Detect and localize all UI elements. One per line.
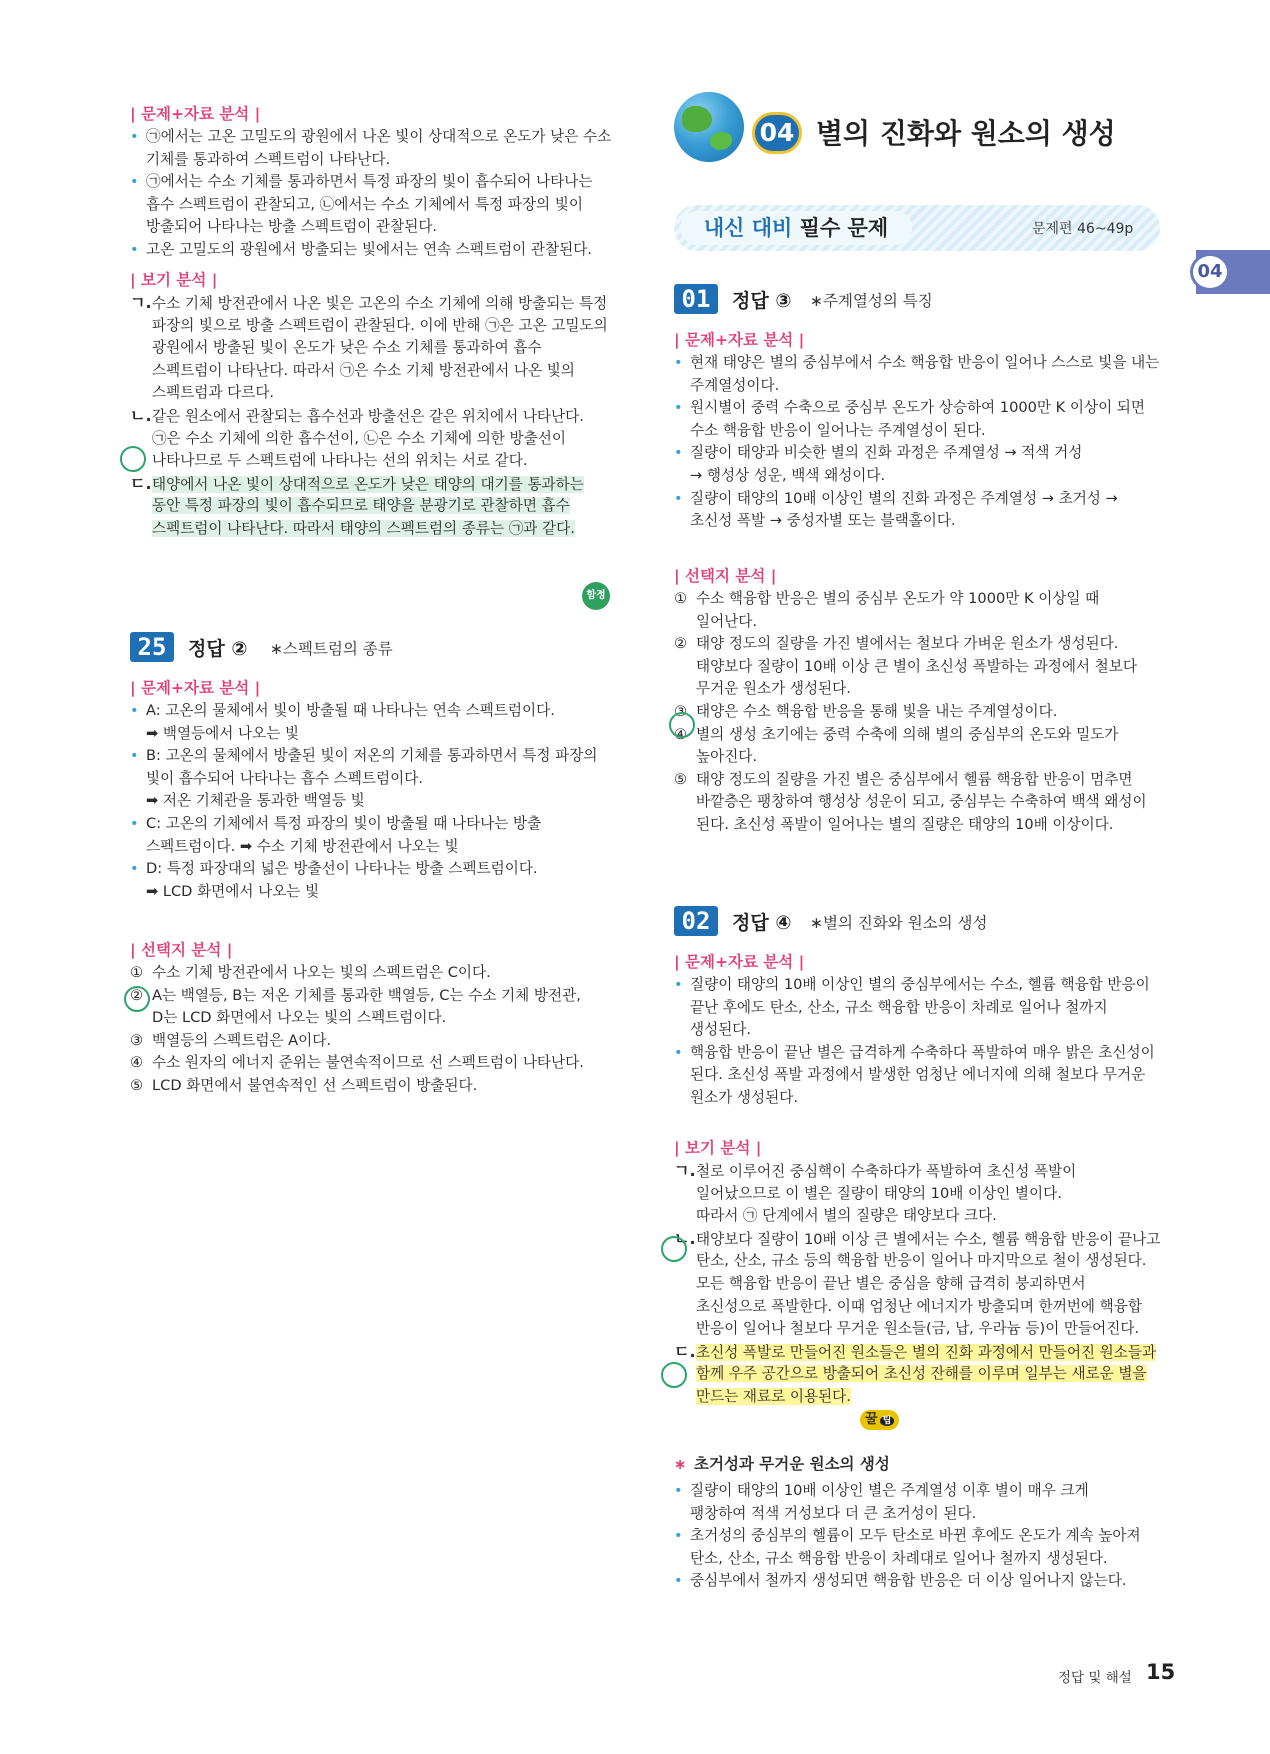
num-line <box>674 789 1147 814</box>
line-text: 모든 핵융합 반응이 끝난 별은 중심을 향해 급격히 붕괴하면서 <box>696 1275 1086 1292</box>
choice-number: ② <box>130 986 144 1004</box>
line-text: 생성된다. <box>690 1021 752 1039</box>
choice-number: ① <box>674 590 688 607</box>
line-text: 나타나므로 두 스펙트럼에 나타나는 선의 위치는 서로 같다. <box>152 452 528 470</box>
line-text: 질량이 태양과 비슷한 별의 진화 과정은 주계열성 → 적색 거성 <box>690 444 1083 462</box>
mark-line <box>674 1339 1156 1364</box>
q25-choice-heading: | 선택지 분석 | <box>130 941 233 959</box>
bullet-line <box>674 1085 798 1110</box>
bogi-mark: ㄷ. <box>130 473 152 493</box>
num-line <box>674 767 1133 792</box>
mark-line <box>130 335 542 360</box>
num-line <box>130 1028 331 1053</box>
line-text: ➡ 저온 기체관을 통과한 백열등 빛 <box>146 792 365 810</box>
bullet-line <box>674 1501 976 1526</box>
bullet-line <box>130 169 592 194</box>
bullet-line <box>130 124 611 149</box>
bullet-line <box>674 1546 1108 1571</box>
bullet-line <box>674 1568 1127 1593</box>
bullet-icon: • <box>130 241 139 258</box>
line-text: A는 백열등, B는 저온 기체를 통과한 백열등, C는 수소 기체 방전관, <box>152 986 581 1004</box>
bogi-mark: ㄱ. <box>130 293 152 312</box>
honey-tip-sub: 팁 <box>880 1416 895 1426</box>
line-text: 질량이 태양의 10배 이상인 별의 중심부에서는 수소, 헬륨 핵융합 반응이 <box>690 976 1150 993</box>
line-text: 스펙트럼이다. ➡ 수소 기체 방전관에서 나오는 빛 <box>146 837 459 855</box>
bullet-icon: • <box>674 354 683 371</box>
mark-line <box>130 403 584 428</box>
line-text: 같은 원소에서 관찰되는 흡수선과 방출선은 같은 위치에서 나타난다. <box>152 408 584 425</box>
bullet-line <box>674 373 779 398</box>
line-text: A: 고온의 물체에서 빛이 방출될 때 나타나는 연속 스펙트럼이다. <box>146 702 555 719</box>
bullet-icon: • <box>130 860 139 878</box>
question-01-number: 01 <box>674 284 718 314</box>
bullet-icon: • <box>130 702 139 719</box>
line-text: 수소 기체 방전관에서 나온 빛은 고온의 수소 기체에 의해 방출되는 특정 <box>152 295 608 312</box>
mark-line <box>674 1203 997 1228</box>
choice-number: ① <box>130 964 144 981</box>
line-text: 일어난다. <box>696 612 758 630</box>
line-text: D는 LCD 화면에서 나오는 빛의 스펙트럼이다. <box>152 1009 447 1027</box>
trap-badge: 함정 <box>582 582 610 610</box>
line-text: 탄소, 산소, 규소 핵융합 반응이 차례대로 일어나 철까지 생성된다. <box>690 1549 1108 1567</box>
choice-number: ④ <box>130 1054 144 1072</box>
bullet-line <box>130 743 597 768</box>
line-text: 초거성의 중심부의 헬륨이 모두 탄소로 바뀐 후에도 온도가 계속 높아져 <box>690 1527 1141 1545</box>
line-text: 수소 기체 방전관에서 나오는 빛의 스펙트럼은 C이다. <box>152 964 491 981</box>
num-line <box>130 1005 446 1030</box>
mark-line <box>674 1158 1076 1183</box>
section-banner-label <box>680 211 912 245</box>
chapter-side-tab-number: 04 <box>1190 253 1230 291</box>
question-25-number: 25 <box>130 632 174 662</box>
choice-number: ④ <box>674 725 688 743</box>
bullet-line <box>130 879 319 904</box>
line-text: 수소 핵융합 반응은 별의 중심부 온도가 약 1000만 K 이상일 때 <box>696 590 1100 607</box>
line-text: 스펙트럼과 다르다. <box>152 384 275 402</box>
tip-title <box>674 1452 890 1477</box>
line-text: 끝난 후에도 탄소, 산소, 규소 핵융합 반응이 차례로 일어나 철까지 <box>690 998 1108 1016</box>
chapter-title: 별의 진화와 원소의 생성 <box>816 117 1116 150</box>
num-line <box>130 960 491 985</box>
line-text: 광원에서 방출된 빛이 온도가 낮은 수소 기체를 통과하여 흡수 <box>152 339 542 357</box>
question-25-answer: 정답 ② <box>188 638 248 660</box>
bullet-line <box>130 214 437 239</box>
line-text: 태양 정도의 질량을 가진 별에서는 철보다 가벼운 원소가 생성된다. <box>696 635 1119 653</box>
banner-label-b: 필수 문제 <box>799 216 889 240</box>
mark-line <box>674 1316 1139 1341</box>
line-text: 반응이 일어나 철보다 무거운 원소들(금, 납, 우라늄 등)이 만들어진다. <box>696 1320 1140 1338</box>
line-text: 흡수 스펙트럼이 관찰되고, ㉡에서는 수소 기체에서 특정 파장의 빛이 <box>146 195 583 213</box>
line-text: ㉠에서는 수소 기체를 통과하면서 특정 파장의 빛이 흡수되어 나타나는 <box>146 173 593 191</box>
line-text: 스펙트럼이 나타난다. 따라서 태양의 스펙트럼의 종류는 ㉠과 같다. <box>152 520 575 537</box>
line-text: LCD 화면에서 불연속적인 선 스펙트럼이 방출된다. <box>152 1077 478 1094</box>
chapter-number: 04 <box>752 112 802 154</box>
num-line <box>674 586 1099 611</box>
line-text: 태양 정도의 질량을 가진 별은 중심부에서 헬륨 핵융합 반응이 멈추면 <box>696 770 1133 788</box>
mark-line <box>130 380 274 405</box>
question-02-topic: ∗별의 진화와 원소의 생성 <box>810 914 988 932</box>
line-text: 주계열성이다. <box>690 376 780 394</box>
globe-icon <box>674 92 744 162</box>
line-text: 빛이 흡수되어 나타나는 흡수 스펙트럼이다. <box>146 769 423 787</box>
bullet-line <box>674 1523 1141 1548</box>
line-text: 기체를 통과하여 스펙트럼이 나타난다. <box>146 150 391 168</box>
bullet-icon: • <box>674 1572 683 1590</box>
line-text: 탄소, 산소, 규소 등의 핵융합 반응이 일어나 마지막으로 철이 생성된다. <box>696 1252 1147 1270</box>
line-text: 높아진다. <box>696 748 758 766</box>
line-text: 동안 특정 파장의 빛이 흡수되므로 태양을 분광기로 관찰하면 흡수 <box>152 497 570 515</box>
bullet-line <box>674 508 956 533</box>
line-text: ㉠에서는 고온 고밀도의 광원에서 나온 빛이 상대적으로 온도가 낮은 수소 <box>146 128 612 145</box>
bullet-line <box>674 350 1159 375</box>
line-text: 된다. 초신성 폭발이 일어나는 별의 질량은 태양의 10배 이상이다. <box>696 816 1114 833</box>
bullet-icon: • <box>674 399 683 417</box>
question-01-answer: 정답 ③ <box>732 290 792 312</box>
bullet-line <box>674 486 1118 511</box>
line-text: → 행성상 성운, 백색 왜성이다. <box>690 467 886 484</box>
line-text: 수소 핵융합 반응이 일어나는 주계열성이 된다. <box>690 421 986 439</box>
tip-star-icon: ∗ <box>674 1456 687 1473</box>
page-number: 15 <box>1146 1660 1176 1684</box>
q02-bogi-heading: | 보기 분석 | <box>674 1139 762 1157</box>
problem-analysis-heading: | 문제+자료 분석 | <box>130 105 261 123</box>
bullet-line <box>130 147 390 172</box>
line-text: 현재 태양은 별의 중심부에서 수소 핵융합 반응이 일어나 스스로 빛을 내는 <box>690 354 1160 371</box>
honey-tip-badge <box>860 1410 899 1430</box>
bullet-icon: • <box>674 1527 683 1545</box>
banner-page-reference: 문제편 46~49p <box>1032 221 1134 237</box>
bullet-icon: • <box>674 1482 683 1499</box>
bullet-line <box>674 440 1082 465</box>
bogi-mark: ㄷ. <box>674 1341 696 1361</box>
bullet-line <box>130 698 555 723</box>
num-line <box>130 983 581 1008</box>
line-text: 초신성 폭발로 만들어진 원소들은 별의 진화 과정에서 만들어진 원소들과 <box>696 1343 1157 1361</box>
mark-line <box>130 493 570 518</box>
line-text: 철로 이루어진 중심핵이 수축하다가 폭발하여 초신성 폭발이 <box>696 1163 1077 1180</box>
line-text: 질량이 태양의 10배 이상인 별의 진화 과정은 주계열성 → 초거성 → <box>690 489 1118 507</box>
mark-line <box>674 1294 1142 1319</box>
line-text: ➡ LCD 화면에서 나오는 빛 <box>146 882 320 900</box>
line-text: 백열등의 스펙트럼은 A이다. <box>152 1031 331 1049</box>
num-line <box>130 1050 584 1075</box>
line-text: 고온 고밀도의 광원에서 방출되는 빛에서는 연속 스펙트럼이 관찰된다. <box>146 241 592 258</box>
line-text: 스펙트럼이 나타난다. 따라서 ㉠은 수소 기체 방전관에서 나온 빛의 <box>152 361 575 379</box>
bullet-line <box>674 1017 751 1042</box>
bogi-analysis-heading: | 보기 분석 | <box>130 271 218 289</box>
correct-circle-mark <box>661 1236 687 1262</box>
line-text: 만드는 재료로 이용된다. <box>696 1388 851 1405</box>
bullet-line <box>674 1478 1089 1503</box>
line-text: 함께 우주 공간으로 방출되어 초신성 잔해를 이루며 일부는 새로운 별을 <box>696 1365 1147 1383</box>
bullet-icon: • <box>130 747 139 765</box>
bullet-line <box>674 972 1150 997</box>
num-line <box>674 744 757 769</box>
mark-line <box>130 290 607 315</box>
num-line <box>674 699 1057 724</box>
bullet-line <box>130 856 538 881</box>
bogi-mark: ㄱ. <box>674 1161 696 1180</box>
q02-problem-heading: | 문제+자료 분석 | <box>674 953 805 971</box>
correct-circle-mark <box>661 1362 687 1388</box>
choice-number: ③ <box>130 1031 144 1049</box>
choice-number: ② <box>674 635 688 653</box>
bogi-mark: ㄴ. <box>130 406 152 425</box>
bogi-mark: ㄴ. <box>674 1228 696 1248</box>
bullet-line <box>674 1062 1145 1087</box>
num-line <box>674 631 1118 656</box>
line-text: 태양은 수소 핵융합 반응을 통해 빛을 내는 주계열성이다. <box>696 703 1058 720</box>
num-line <box>674 812 1113 837</box>
question-01-topic: ∗주계열성의 특징 <box>810 292 933 310</box>
bullet-icon: • <box>674 489 683 507</box>
line-text: 원시별이 중력 수축으로 중심부 온도가 상승하여 1000만 K 이상이 되면 <box>690 399 1145 417</box>
mark-line <box>130 426 566 451</box>
mark-line <box>130 358 575 383</box>
bullet-icon: • <box>130 128 139 145</box>
mark-line <box>674 1361 1147 1386</box>
bullet-line <box>130 192 583 217</box>
bullet-line <box>674 995 1108 1020</box>
correct-circle-mark <box>120 446 146 472</box>
line-text: 질량이 태양의 10배 이상인 별은 주계열성 이후 별이 매우 크게 <box>690 1482 1089 1499</box>
mark-line <box>674 1226 1160 1251</box>
num-line <box>130 1073 477 1098</box>
line-text: 태양보다 질량이 10배 이상 큰 별에서는 수소, 헬륨 핵융합 반응이 끝나고 <box>696 1230 1161 1248</box>
question-02-number: 02 <box>674 906 718 936</box>
question-25-topic: ∗스펙트럼의 종류 <box>270 640 393 658</box>
line-text: 원소가 생성된다. <box>690 1089 798 1106</box>
mark-line <box>130 313 608 338</box>
line-text: 무거운 원소가 생성된다. <box>696 680 851 698</box>
bullet-icon: • <box>130 173 139 191</box>
honey-tip-label: 꿀 <box>865 1412 878 1427</box>
mark-line <box>130 448 527 473</box>
line-text: 수소 원자의 에너지 준위는 불연속적이므로 선 스펙트럼이 나타난다. <box>152 1054 584 1072</box>
mark-line <box>674 1248 1146 1273</box>
line-text: 별의 생성 초기에는 중력 수축에 의해 별의 중심부의 온도와 밀도가 <box>696 725 1119 743</box>
q01-problem-heading: | 문제+자료 분석 | <box>674 331 805 349</box>
correct-circle-mark <box>124 986 150 1012</box>
bullet-line <box>130 788 365 813</box>
mark-line <box>674 1384 851 1409</box>
bullet-line <box>674 395 1145 420</box>
q01-choice-heading: | 선택지 분석 | <box>674 567 777 585</box>
num-line <box>674 722 1118 747</box>
bullet-line <box>674 463 885 488</box>
bullet-line <box>674 1040 1155 1065</box>
num-line <box>674 654 1137 679</box>
line-text: 파장의 빛으로 방출 스펙트럼이 관찰된다. 이에 반해 ㉠은 고온 고밀도의 <box>152 316 608 334</box>
mark-line <box>130 516 575 541</box>
bullet-line <box>674 418 986 443</box>
line-text: 중심부에서 철까지 생성되면 핵융합 반응은 더 이상 일어나지 않는다. <box>690 1572 1127 1590</box>
correct-circle-mark <box>669 712 695 738</box>
num-line <box>674 676 851 701</box>
line-text: 초신성 폭발 → 중성자별 또는 블랙홀이다. <box>690 512 956 530</box>
line-text: 일어났으므로 이 별은 질량이 태양의 10배 이상인 별이다. <box>696 1184 1062 1202</box>
line-text: C: 고온의 기체에서 특정 파장의 빛이 방출될 때 나타나는 방출 <box>146 815 542 832</box>
mark-line <box>130 471 584 496</box>
tip-title-text: 초거성과 무거운 원소의 생성 <box>694 1455 890 1473</box>
bullet-line <box>130 721 299 746</box>
line-text: 된다. 초신성 폭발 과정에서 발생한 엄청난 에너지에 의해 철보다 무거운 <box>690 1066 1146 1084</box>
choice-number: ⑤ <box>130 1077 144 1094</box>
line-text: D: 특정 파장대의 넓은 방출선이 나타나는 방출 스펙트럼이다. <box>146 860 538 878</box>
line-text: ➡ 백열등에서 나오는 빛 <box>146 724 300 742</box>
line-text: 따라서 ㉠ 단계에서 별의 질량은 태양보다 크다. <box>696 1207 997 1225</box>
bullet-line <box>130 811 541 836</box>
line-text: 초신성으로 폭발한다. 이때 엄청난 에너지가 방출되며 한꺼번에 핵융합 <box>696 1297 1142 1315</box>
mark-line <box>674 1181 1062 1206</box>
footer-label: 정답 및 해설 <box>1058 1670 1132 1686</box>
mark-line <box>674 1271 1086 1296</box>
num-line <box>674 609 757 634</box>
q25-problem-heading: | 문제+자료 분석 | <box>130 679 261 697</box>
line-text: 태양에서 나온 빛이 상대적으로 온도가 낮은 태양의 대기를 통과하는 <box>152 475 584 493</box>
bullet-icon: • <box>674 1043 683 1061</box>
line-text: 방출되어 나타나는 방출 스펙트럼이 관찰된다. <box>146 218 438 236</box>
line-text: 바깥층은 팽창하여 행성상 성운이 되고, 중심부는 수축하여 백색 왜성이 <box>696 793 1147 811</box>
bullet-line <box>130 766 423 791</box>
bullet-icon: • <box>674 444 683 462</box>
line-text: B: 고온의 물체에서 방출된 빛이 저온의 기체를 통과하면서 특정 파장의 <box>146 747 598 765</box>
line-text: 태양보다 질량이 10배 이상 큰 별이 초신성 폭발하는 과정에서 철보다 <box>696 657 1137 675</box>
banner-label-a: 내신 대비 <box>703 216 800 240</box>
line-text: ㉠은 수소 기체에 의한 흡수선이, ㉡은 수소 기체에 의한 방출선이 <box>152 429 566 447</box>
bullet-line <box>130 834 459 859</box>
bullet-icon: • <box>130 815 139 832</box>
choice-number: ⑤ <box>674 770 688 788</box>
choice-number: ③ <box>674 703 688 720</box>
line-text: 팽창하여 적색 거성보다 더 큰 초거성이 된다. <box>690 1504 977 1522</box>
bullet-icon: • <box>674 976 683 993</box>
line-text: 핵융합 반응이 끝난 별은 급격하게 수축하다 폭발하여 매우 밝은 초신성이 <box>690 1043 1155 1061</box>
bullet-line <box>130 237 592 262</box>
question-02-answer: 정답 ④ <box>732 912 792 934</box>
